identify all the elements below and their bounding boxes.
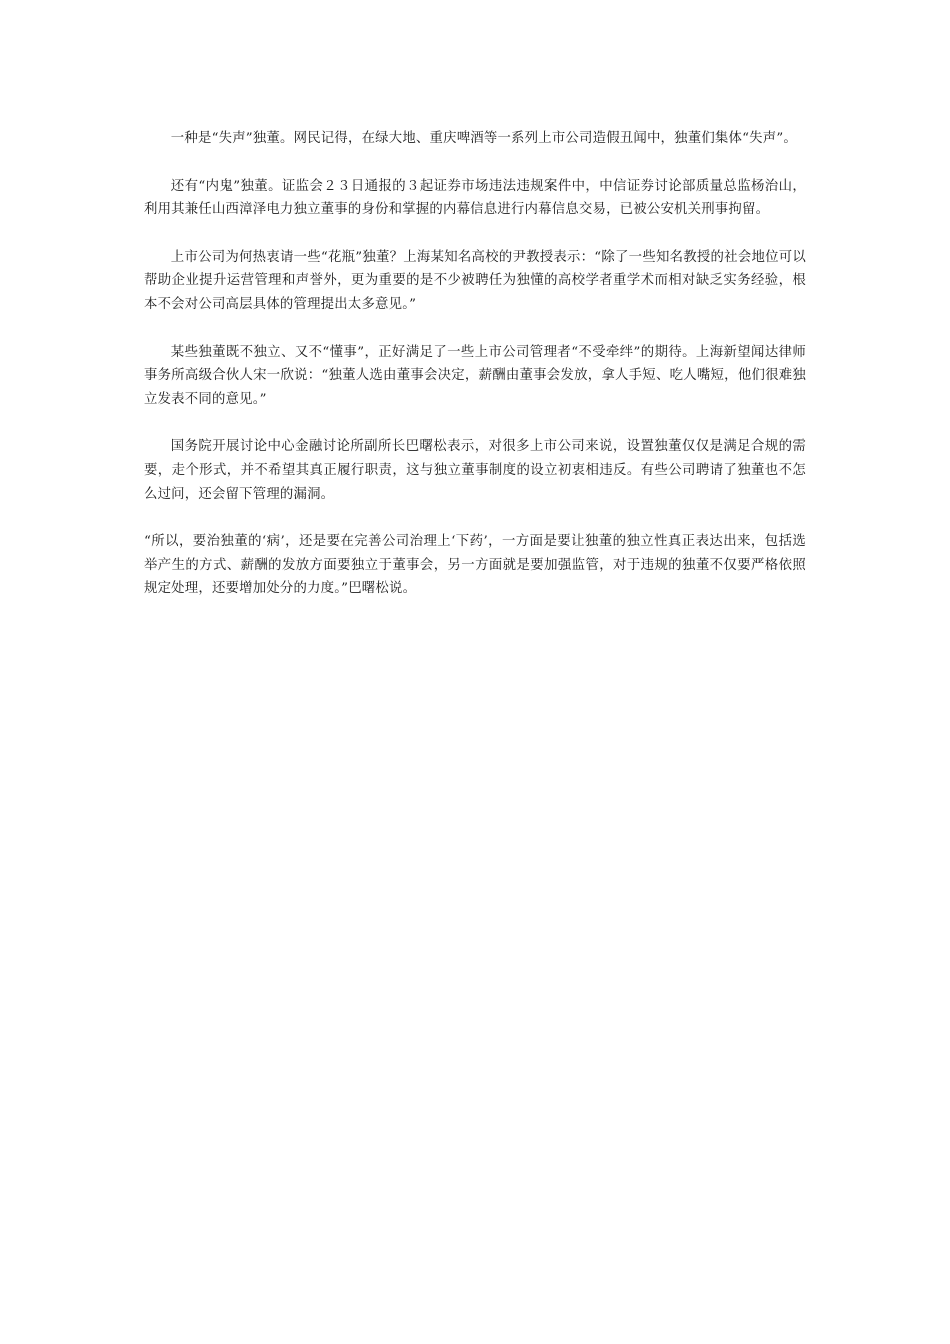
article-body <box>144 127 806 601</box>
paragraph-silent-directors: 一种是“失声”独董。网民记得，在绿大地、重庆啤酒等一系列上市公司造假丑闻中，独董们集体“失声”。 <box>170 131 797 146</box>
paragraph-closing-quote: “所以，要治独董的‘病’，还是要在完善公司治理上‘下药’，一方面是要让独董的独立性真正表达出来，包括选举产生的方式、薪酬的发放方面要独立于董事会，另一方面就是要加强监管，对于违规的独董不仅要严格依照规定处理，还要增加处分的力度。”巴曙松说。 <box>144 534 806 597</box>
paragraph-insider-directors: 还有“内鬼”独董。证监会２３日通报的３起证券市场违法违规案件中，中信证券讨论部质量总监杨治山，利用其兼任山西漳泽电力独立董事的身份和掌握的内幕信息进行内幕信息交易，已被公安机关刑事拘留。 <box>144 178 806 218</box>
paragraph-research-view: 国务院开展讨论中心金融讨论所副所长巴曙松表示，对很多上市公司来说，设置独董仅仅是满足合规的需要，走个形式，并不希望其真正履行职责，这与独立董事制度的设立初衷相违反。有些公司聘请了独董也不怎么过问，还会留下管理的漏洞。 <box>144 439 806 502</box>
paragraph-vase-directors: 上市公司为何热衷请一些“花瓶”独董？上海某知名高校的尹教授表示：“除了一些知名教授的社会地位可以帮助企业提升运营管理和声誉外，更为重要的是不少被聘任为独懂的高校学者重学术而相对缺乏实务经验，根本不会对公司高层具体的管理提出太多意见。” <box>144 249 806 312</box>
paragraph-lawyer-quote: 某些独董既不独立、又不“懂事”，正好满足了一些上市公司管理者“不受牵绊”的期待。上海新望闻达律师事务所高级合伙人宋一欣说：“独董人选由董事会决定，薪酬由董事会发放，拿人手短、吃人嘴短，他们很难独立发表不同的意见。” <box>144 344 806 407</box>
